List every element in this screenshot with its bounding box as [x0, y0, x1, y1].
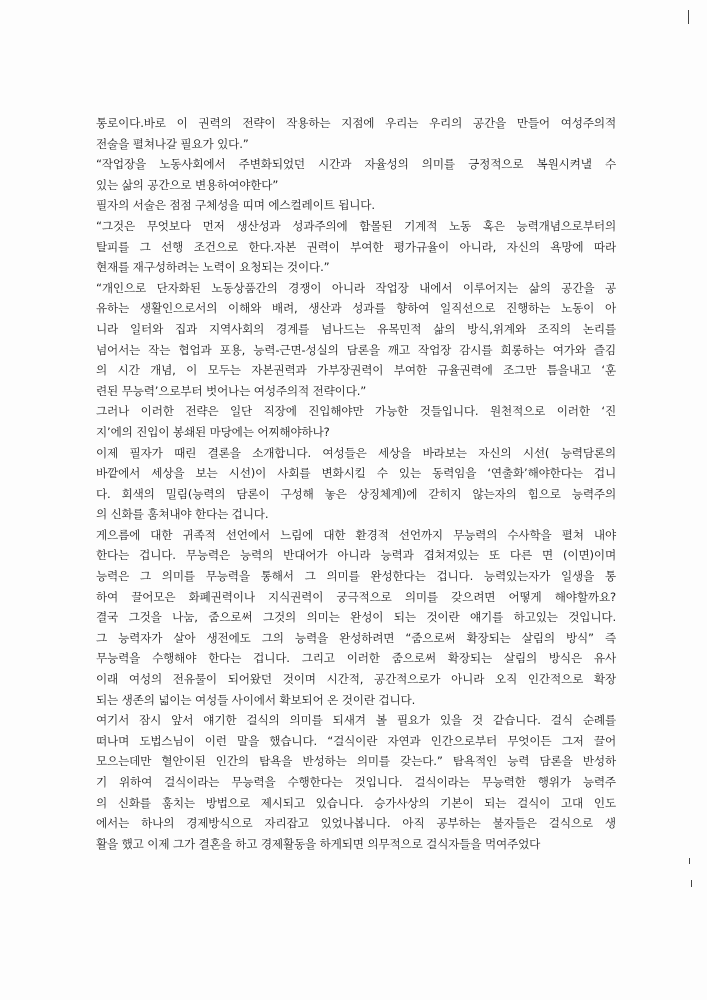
- text-line: 의 신화를 훔쳐내야 한다는 겁니다.: [96, 507, 269, 522]
- text-line: 있는 삶의 공간으로 변용하여야한다”: [96, 177, 279, 192]
- text-line: 전술을 펼쳐나갈 필요가 있다.”: [96, 136, 249, 151]
- text-line: 활을 했고 이제 그가 결혼을 하고 경제활동을 하게되면 의무적으로 걸식자들을 먹여주었다: [96, 836, 541, 851]
- text-line: 모으는데만 혈안이된 인간의 탐욕을 반성하는 의미를 갖는다.” 탐욕적인 능력 담론을 반성하: [96, 754, 616, 769]
- text-line: 무능력을 수행해야 한다는 겁니다. 그리고 이러한 줌으로써 확장되는 살림의 방식은 유사: [96, 651, 616, 666]
- scan-mark: [688, 10, 689, 24]
- text-line: 되는 생존의 넓이는 여성들 사이에서 확보되어 온 것이란 겁니다.: [96, 692, 416, 707]
- text-line: 기 위하여 걸식이라는 무능력을 수행한다는 것입니다. 걸식이라는 무능력한 행위가 능력주: [96, 775, 616, 789]
- text-line: 그 능력자가 살아 생전에도 그의 능력을 완성하려면 “줌으로써 확장되는 살림의 방식” 즉: [96, 630, 616, 645]
- text-line: 탈피를 그 선행 조건으로 한다.자본 권력이 부여한 평가규율이 아니라, 자신의 욕망에 따라: [96, 239, 616, 254]
- text-line: 하여 끌어모은 화폐권력이나 지식권력이 궁극적으로 의미를 갖으려면 어떻게 해야할까요?: [96, 589, 616, 604]
- text-line: 그러나 이러한 전략은 일단 직장에 진입해야만 가능한 것들입니다. 원천적으로 이러한 ‘진: [96, 404, 616, 419]
- text-line: 지’에의 진입이 봉쇄된 마당에는 어찌해야하나?: [96, 424, 330, 439]
- document-body: [96, 113, 616, 854]
- text-line: 넘어서는 작는 협업과 포용, 능력-근면-성실의 담론을 깨고 작업장 감시를 희롱하는 여가와 즐김: [96, 342, 616, 357]
- text-line: “작업장을 노동사회에서 주변화되었던 시간과 자율성의 의미를 긍정적으로 복원시켜낼 수: [96, 157, 616, 172]
- text-line: 필자의 서술은 점점 구체성을 띠며 에스컬레이트 됩니다.: [96, 198, 375, 213]
- text-line: “개인으로 단자화된 노동상품간의 경쟁이 아니라 작업장 내에서 이루어지는 삶의 공간을 공: [96, 280, 616, 295]
- text-line: 바깥에서 세상을 보는 시선)이 사회를 변화시킬 수 있는 동력임을 ‘연출화’해야한다는 겁니: [96, 466, 616, 481]
- scan-mark: [689, 858, 690, 864]
- text-line: 한다는 겁니다. 무능력은 능력의 반대어가 아니라 능력과 겹쳐져있는 또 다른 면 (이면)이며: [96, 548, 616, 563]
- text-line: 이래 여성의 전유물이 되어왔던 것이며 시간적, 공간적으로가 아니라 오직 인간적으로 확장: [96, 672, 616, 687]
- text-line: 의 시간 개념, 이 모두는 자본권력과 가부장권력이 부여한 규율권력에 조그만 틈을내고 ‘훈: [96, 363, 616, 378]
- text-line: 통로이다.바로 이 권력의 전략이 작용하는 지점에 우리는 우리의 공간을 만들어 여성주의적: [96, 116, 616, 130]
- text-line: 결국 그것을 나눔, 줌으로써 그것의 의미는 완성이 되는 것이란 얘기를 하고있는 것입니다.: [96, 610, 616, 625]
- text-line: 유하는 생활인으로서의 이해와 배려, 생산과 성과를 향하여 일직선으로 진행하는 노동이 아: [96, 301, 616, 316]
- text-line: 현재를 재구성하려는 노력이 요청되는 것이다.”: [96, 260, 330, 275]
- text-line: 능력은 그 의미를 무능력을 통해서 그 의미를 완성한다는 겁니다. 능력있는자가 일생을 통: [96, 569, 616, 584]
- text-line: 이제 필자가 때린 결론을 소개합니다. 여성들은 세상을 바라보는 자신의 시선( 능력담론의: [96, 445, 616, 460]
- text-line: 련된 무능력’으로부터 벗어나는 여성주의적 전략이다.”: [96, 383, 367, 398]
- text-line: 떠나며 도법스님이 이런 말을 했습니다. “걸식이란 자연과 인간으로부터 무엇이든 그저 끌어: [96, 733, 616, 748]
- scan-mark: [691, 880, 692, 887]
- text-line: 의 신화를 훔치는 방법으로 제시되고 있습니다. 승가사상의 기본이 되는 걸식이 고대 인도: [96, 795, 616, 810]
- text-line: 니라 일터와 집과 지역사회의 경계를 넘나드는 유목민적 삶의 방식,위계와 조직의 논리를: [96, 321, 616, 336]
- text-line: 다. 회색의 밀림(능력의 담론이 구성해 놓은 상징체계)에 갇히지 않는자의 힘으로 능력주의: [96, 486, 616, 501]
- text-line: “그것은 무엇보다 먼저 생산성과 성과주의에 함몰된 기계적 노동 혹은 능력개념으로부터의: [96, 218, 616, 233]
- text-line: 여기서 잠시 앞서 얘기한 걸식의 의미를 되새겨 볼 필요가 있을 것 같습니다. 걸식 순례를: [96, 713, 616, 728]
- text-line: 에서는 하나의 경제방식으로 자리잡고 있었나봅니다. 아직 공부하는 불자들은 걸식으로 생: [96, 816, 616, 831]
- text-line: 게으름에 대한 귀족적 선언에서 느림에 대한 환경적 선언까지 무능력의 수사학을 펼쳐 내야: [96, 527, 616, 542]
